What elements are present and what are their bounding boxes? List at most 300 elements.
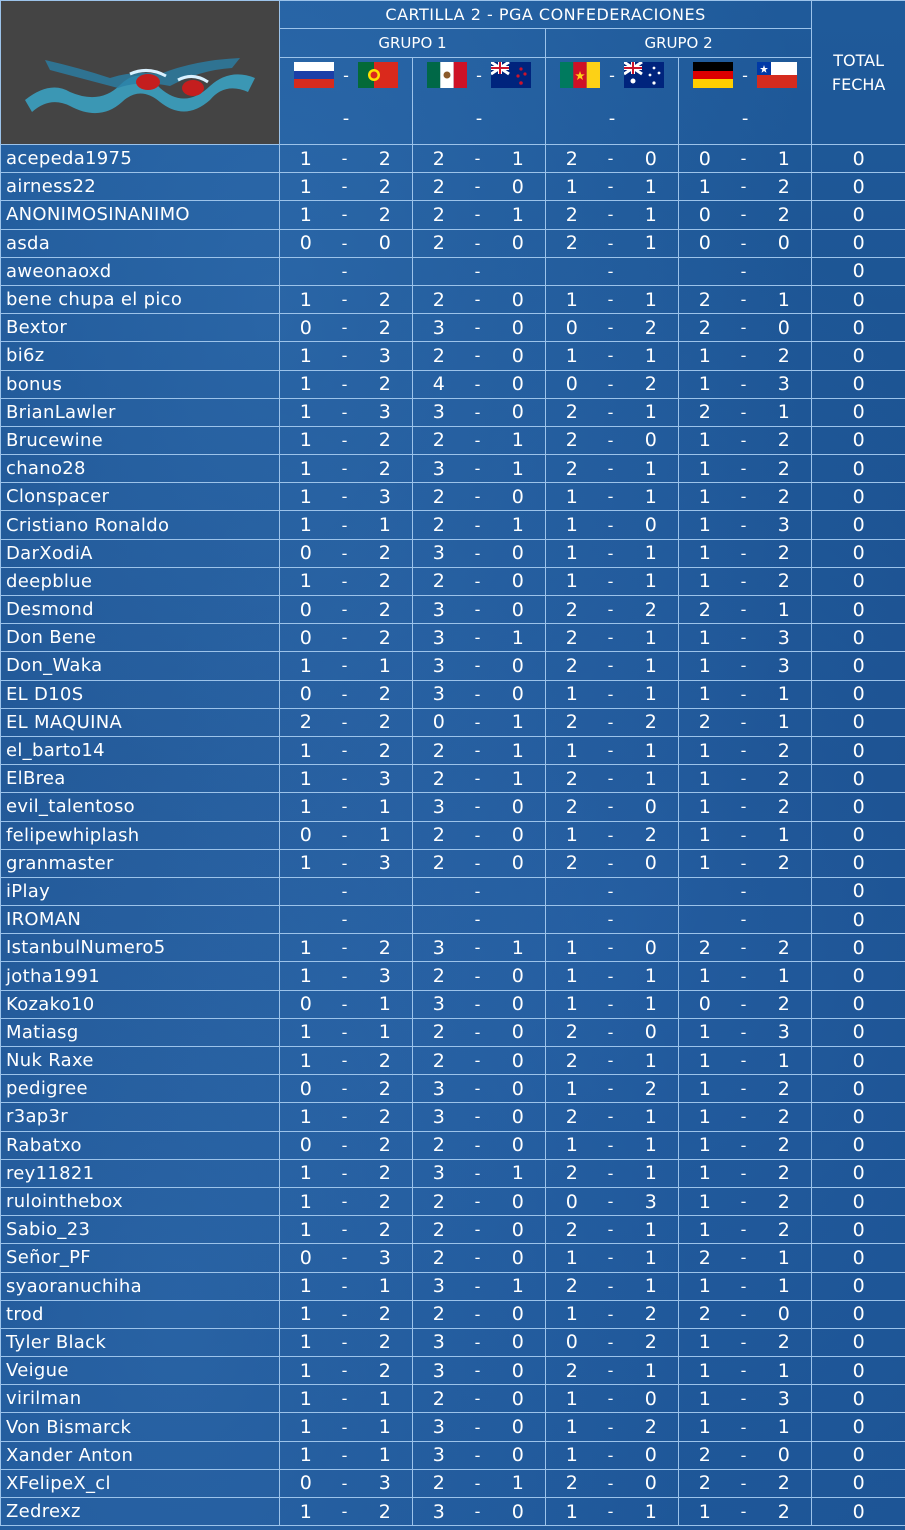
home-score: 1	[280, 1441, 332, 1469]
away-score: 2	[358, 1159, 413, 1187]
away-score: 0	[624, 934, 679, 962]
away-score: 0	[491, 962, 546, 990]
home-score: 3	[413, 624, 465, 652]
home-score: 2	[413, 567, 465, 595]
away-score: 3	[358, 342, 413, 370]
table-row	[1, 426, 905, 454]
away-score: 0	[491, 990, 546, 1018]
score-separator: -	[332, 1413, 358, 1441]
score-separator: -	[465, 1159, 491, 1187]
score-separator: -	[731, 680, 757, 708]
score-separator: -	[731, 342, 757, 370]
home-score: 2	[546, 1103, 598, 1131]
home-score: 0	[546, 1328, 598, 1356]
score-separator: -	[731, 455, 757, 483]
home-score: 1	[280, 342, 332, 370]
score-separator: -	[598, 1328, 624, 1356]
away-score: 2	[757, 1103, 812, 1131]
away-score: 2	[757, 1159, 812, 1187]
away-score: 1	[358, 511, 413, 539]
home-score: 1	[546, 1244, 598, 1272]
table-row	[1, 1047, 905, 1075]
away-score: 0	[491, 1498, 546, 1526]
total-points: 0	[812, 1272, 905, 1300]
score-separator: -	[332, 652, 358, 680]
away-score: 1	[624, 1047, 679, 1075]
away-score: 1	[491, 736, 546, 764]
score-separator: -	[598, 990, 624, 1018]
score-separator: -	[598, 173, 624, 201]
home-score: 0	[280, 1075, 332, 1103]
total-points: 0	[812, 539, 905, 567]
away-score: 3	[624, 1187, 679, 1215]
away-score: 1	[358, 1385, 413, 1413]
away-score: 0	[624, 1469, 679, 1497]
away-score: 0	[491, 1187, 546, 1215]
home-score: 3	[413, 455, 465, 483]
home-score: 1	[546, 962, 598, 990]
away-score: 1	[757, 821, 812, 849]
away-score: 3	[358, 398, 413, 426]
away-score: 1	[624, 652, 679, 680]
player-name: iPlay	[1, 877, 280, 905]
home-score: 3	[413, 680, 465, 708]
score-separator: -	[598, 314, 624, 342]
table-row	[1, 821, 905, 849]
away-score: 1	[358, 793, 413, 821]
home-score: 1	[280, 285, 332, 313]
score-separator: -	[598, 1357, 624, 1385]
home-score: 1	[280, 398, 332, 426]
score-separator: -	[465, 990, 491, 1018]
away-score: 0	[624, 1441, 679, 1469]
away-score: 0	[491, 398, 546, 426]
player-name: Veigue	[1, 1357, 280, 1385]
score-separator: -	[598, 145, 624, 173]
home-score: 1	[679, 567, 731, 595]
player-name: EL MAQUINA	[1, 708, 280, 736]
table-row	[1, 511, 905, 539]
player-name: rey11821	[1, 1159, 280, 1187]
home-score: 0	[280, 680, 332, 708]
total-points: 0	[812, 1159, 905, 1187]
away-score: 2	[757, 793, 812, 821]
home-score: 1	[280, 765, 332, 793]
away-score: 2	[757, 483, 812, 511]
player-name: XFelipeX_cl	[1, 1469, 280, 1497]
score-separator: -	[465, 1018, 491, 1046]
home-score: 2	[413, 736, 465, 764]
away-score: 0	[491, 229, 546, 257]
player-name: EL D10S	[1, 680, 280, 708]
player-name: Von Bismarck	[1, 1413, 280, 1441]
score-separator: -	[465, 1357, 491, 1385]
home-score: 2	[679, 1244, 731, 1272]
away-score: 0	[491, 285, 546, 313]
home-score: 1	[679, 370, 731, 398]
away-score: 1	[757, 145, 812, 173]
away-score: 3	[757, 511, 812, 539]
away-score: 1	[491, 1159, 546, 1187]
logo-icon	[10, 30, 270, 130]
player-name: ANONIMOSINANIMO	[1, 201, 280, 229]
player-name: DarXodiA	[1, 539, 280, 567]
score-separator: -	[731, 1159, 757, 1187]
player-name: Matiasg	[1, 1018, 280, 1046]
score-separator: -	[731, 708, 757, 736]
home-score: 2	[546, 624, 598, 652]
table-row	[1, 624, 905, 652]
away-score: 1	[358, 1441, 413, 1469]
score-separator: -	[465, 511, 491, 539]
total-points: 0	[812, 1357, 905, 1385]
score-separator: -	[598, 1131, 624, 1159]
score-separator: -	[731, 1385, 757, 1413]
score-separator: -	[465, 1103, 491, 1131]
home-score: 2	[413, 1131, 465, 1159]
home-score: 1	[280, 1018, 332, 1046]
away-score: 1	[624, 1103, 679, 1131]
score-separator: -	[465, 426, 491, 454]
away-score: 2	[757, 567, 812, 595]
score-separator: -	[731, 934, 757, 962]
home-score: 3	[413, 652, 465, 680]
total-points: 0	[812, 370, 905, 398]
player-name: jotha1991	[1, 962, 280, 990]
score-separator: -	[332, 1047, 358, 1075]
score-separator: -	[731, 877, 757, 905]
score-separator: -	[332, 1075, 358, 1103]
away-score: 0	[491, 1385, 546, 1413]
match-4-result-placeholder: -	[679, 92, 812, 145]
table-row	[1, 1441, 905, 1469]
home-score: 1	[280, 455, 332, 483]
home-score	[679, 906, 731, 934]
total-points: 0	[812, 1413, 905, 1441]
away-score: 2	[358, 708, 413, 736]
home-score: 1	[546, 934, 598, 962]
total-points: 0	[812, 821, 905, 849]
score-separator: -	[465, 1272, 491, 1300]
away-score: 0	[624, 511, 679, 539]
away-score: 3	[358, 849, 413, 877]
russia-flag-icon	[294, 62, 334, 88]
player-name: bonus	[1, 370, 280, 398]
away-score	[491, 906, 546, 934]
home-score: 2	[413, 201, 465, 229]
table-row	[1, 483, 905, 511]
away-score: 2	[757, 426, 812, 454]
total-points: 0	[812, 736, 905, 764]
score-separator: -	[332, 173, 358, 201]
away-score: 2	[757, 934, 812, 962]
home-score: 2	[546, 596, 598, 624]
home-score: 3	[413, 1413, 465, 1441]
score-separator: -	[598, 342, 624, 370]
score-separator: -	[598, 426, 624, 454]
home-score: 2	[413, 821, 465, 849]
score-separator: -	[332, 1498, 358, 1526]
home-score: 1	[679, 1498, 731, 1526]
score-separator: -	[598, 596, 624, 624]
player-name: evil_talentoso	[1, 793, 280, 821]
away-score: 2	[358, 370, 413, 398]
player-name: chano28	[1, 455, 280, 483]
away-score: 1	[624, 962, 679, 990]
table-row	[1, 1328, 905, 1356]
total-points: 0	[812, 1328, 905, 1356]
table-row	[1, 652, 905, 680]
away-score: 2	[358, 567, 413, 595]
home-score: 1	[679, 426, 731, 454]
match-3-header	[546, 58, 679, 93]
player-name: r3ap3r	[1, 1103, 280, 1131]
table-row	[1, 342, 905, 370]
away-score: 2	[358, 539, 413, 567]
score-separator: -	[332, 229, 358, 257]
score-separator: -	[598, 201, 624, 229]
table-row	[1, 1216, 905, 1244]
away-score: 2	[757, 1328, 812, 1356]
home-score: 1	[546, 1131, 598, 1159]
score-separator: -	[332, 906, 358, 934]
score-separator: -	[465, 173, 491, 201]
home-score: 1	[280, 511, 332, 539]
away-score: 1	[624, 455, 679, 483]
score-separator: -	[731, 1357, 757, 1385]
total-points: 0	[812, 145, 905, 173]
player-name: aweonaoxd	[1, 257, 280, 285]
score-separator: -	[731, 567, 757, 595]
score-separator: -	[332, 1131, 358, 1159]
home-score: 1	[280, 173, 332, 201]
away-score: 2	[358, 1498, 413, 1526]
total-points: 0	[812, 455, 905, 483]
home-score: 2	[546, 229, 598, 257]
mexico-flag-icon	[427, 62, 467, 88]
home-score: 3	[413, 1159, 465, 1187]
away-score: 0	[491, 1103, 546, 1131]
score-separator: -	[332, 1159, 358, 1187]
table-row	[1, 1498, 905, 1526]
home-score: 0	[280, 990, 332, 1018]
score-separator: -	[465, 821, 491, 849]
score-separator: -	[332, 1469, 358, 1497]
home-score: 2	[546, 793, 598, 821]
score-separator: -	[332, 765, 358, 793]
home-score: 2	[679, 285, 731, 313]
away-score: 2	[358, 173, 413, 201]
score-separator: -	[332, 736, 358, 764]
score-separator: -	[465, 1498, 491, 1526]
away-score: 0	[491, 314, 546, 342]
table-row	[1, 1272, 905, 1300]
away-score: 1	[491, 201, 546, 229]
player-name: Don Bene	[1, 624, 280, 652]
player-name: Cristiano Ronaldo	[1, 511, 280, 539]
home-score: 1	[280, 1272, 332, 1300]
home-score: 0	[280, 314, 332, 342]
away-score: 0	[491, 483, 546, 511]
home-score: 2	[413, 426, 465, 454]
total-points: 0	[812, 229, 905, 257]
home-score: 0	[280, 821, 332, 849]
home-score: 1	[280, 849, 332, 877]
home-score: 1	[679, 1018, 731, 1046]
home-score	[280, 877, 332, 905]
home-score: 0	[280, 596, 332, 624]
home-score: 0	[546, 314, 598, 342]
away-score: 3	[358, 765, 413, 793]
away-score: 1	[757, 1244, 812, 1272]
score-separator: -	[332, 1300, 358, 1328]
score-separator: -	[332, 1385, 358, 1413]
table-row	[1, 370, 905, 398]
away-score: 2	[358, 1047, 413, 1075]
home-score: 2	[413, 765, 465, 793]
home-score: 2	[413, 229, 465, 257]
score-separator: -	[465, 201, 491, 229]
away-score: 1	[624, 567, 679, 595]
score-separator: -	[332, 1103, 358, 1131]
score-separator: -	[465, 1131, 491, 1159]
match-separator: -	[742, 65, 748, 85]
match-separator: -	[609, 65, 615, 85]
home-score: 2	[679, 708, 731, 736]
player-name: Desmond	[1, 596, 280, 624]
total-points: 0	[812, 708, 905, 736]
total-points: 0	[812, 511, 905, 539]
away-score: 0	[491, 1216, 546, 1244]
away-score	[624, 906, 679, 934]
player-name: Nuk Raxe	[1, 1047, 280, 1075]
home-score: 1	[546, 821, 598, 849]
home-score: 1	[679, 1385, 731, 1413]
home-score: 1	[679, 1216, 731, 1244]
table-row	[1, 1159, 905, 1187]
table-row	[1, 567, 905, 595]
home-score: 1	[679, 962, 731, 990]
score-separator: -	[465, 1300, 491, 1328]
score-separator: -	[465, 370, 491, 398]
away-score: 0	[491, 1047, 546, 1075]
player-name: ElBrea	[1, 765, 280, 793]
home-score: 2	[546, 1357, 598, 1385]
score-separator: -	[731, 257, 757, 285]
home-score: 2	[546, 1018, 598, 1046]
score-separator: -	[598, 398, 624, 426]
score-separator: -	[465, 877, 491, 905]
score-separator: -	[598, 455, 624, 483]
total-points: 0	[812, 765, 905, 793]
away-score: 2	[358, 1187, 413, 1215]
score-separator: -	[465, 680, 491, 708]
total-points: 0	[812, 1103, 905, 1131]
away-score: 2	[358, 201, 413, 229]
away-score: 0	[491, 596, 546, 624]
table-row	[1, 398, 905, 426]
away-score: 1	[491, 708, 546, 736]
away-score: 1	[491, 1469, 546, 1497]
score-separator: -	[465, 1469, 491, 1497]
away-score: 0	[491, 793, 546, 821]
home-score: 3	[413, 596, 465, 624]
away-score: 0	[624, 145, 679, 173]
away-score: 2	[624, 1413, 679, 1441]
away-score: 1	[624, 342, 679, 370]
score-separator: -	[598, 229, 624, 257]
away-score: 0	[491, 1075, 546, 1103]
home-score: 0	[280, 624, 332, 652]
match-2-header	[413, 58, 546, 93]
total-points: 0	[812, 342, 905, 370]
score-separator: -	[731, 1413, 757, 1441]
away-score: 0	[491, 1300, 546, 1328]
score-separator: -	[731, 821, 757, 849]
total-points: 0	[812, 1469, 905, 1497]
away-score	[757, 257, 812, 285]
away-score: 2	[624, 1075, 679, 1103]
score-separator: -	[332, 1018, 358, 1046]
score-separator: -	[332, 483, 358, 511]
away-score: 1	[624, 1272, 679, 1300]
player-name: el_barto14	[1, 736, 280, 764]
score-separator: -	[465, 736, 491, 764]
away-score: 1	[757, 1047, 812, 1075]
score-separator: -	[598, 624, 624, 652]
score-separator: -	[598, 934, 624, 962]
home-score	[679, 877, 731, 905]
score-separator: -	[465, 793, 491, 821]
portugal-flag-icon	[358, 62, 398, 88]
away-score: 2	[358, 426, 413, 454]
home-score: 1	[546, 511, 598, 539]
away-score: 2	[624, 1328, 679, 1356]
table-row	[1, 708, 905, 736]
home-score: 1	[679, 1103, 731, 1131]
away-score: 2	[624, 1300, 679, 1328]
total-points: 0	[812, 314, 905, 342]
table-row	[1, 1075, 905, 1103]
away-score: 3	[358, 483, 413, 511]
score-separator: -	[731, 1018, 757, 1046]
player-name: deepblue	[1, 567, 280, 595]
score-separator: -	[731, 1469, 757, 1497]
total-points: 0	[812, 1075, 905, 1103]
score-separator: -	[731, 1075, 757, 1103]
total-points: 0	[812, 906, 905, 934]
score-separator: -	[465, 1047, 491, 1075]
score-separator: -	[332, 145, 358, 173]
total-points: 0	[812, 567, 905, 595]
score-separator: -	[598, 1018, 624, 1046]
score-separator: -	[598, 567, 624, 595]
home-score: 1	[280, 1187, 332, 1215]
score-separator: -	[598, 1075, 624, 1103]
total-points: 0	[812, 624, 905, 652]
player-name: Bextor	[1, 314, 280, 342]
table-row	[1, 201, 905, 229]
score-separator: -	[332, 539, 358, 567]
away-score: 2	[757, 1187, 812, 1215]
home-score: 1	[679, 483, 731, 511]
table-row	[1, 793, 905, 821]
score-separator: -	[731, 1300, 757, 1328]
home-score: 1	[679, 652, 731, 680]
player-name: Don_Waka	[1, 652, 280, 680]
home-score: 1	[280, 652, 332, 680]
score-separator: -	[731, 990, 757, 1018]
